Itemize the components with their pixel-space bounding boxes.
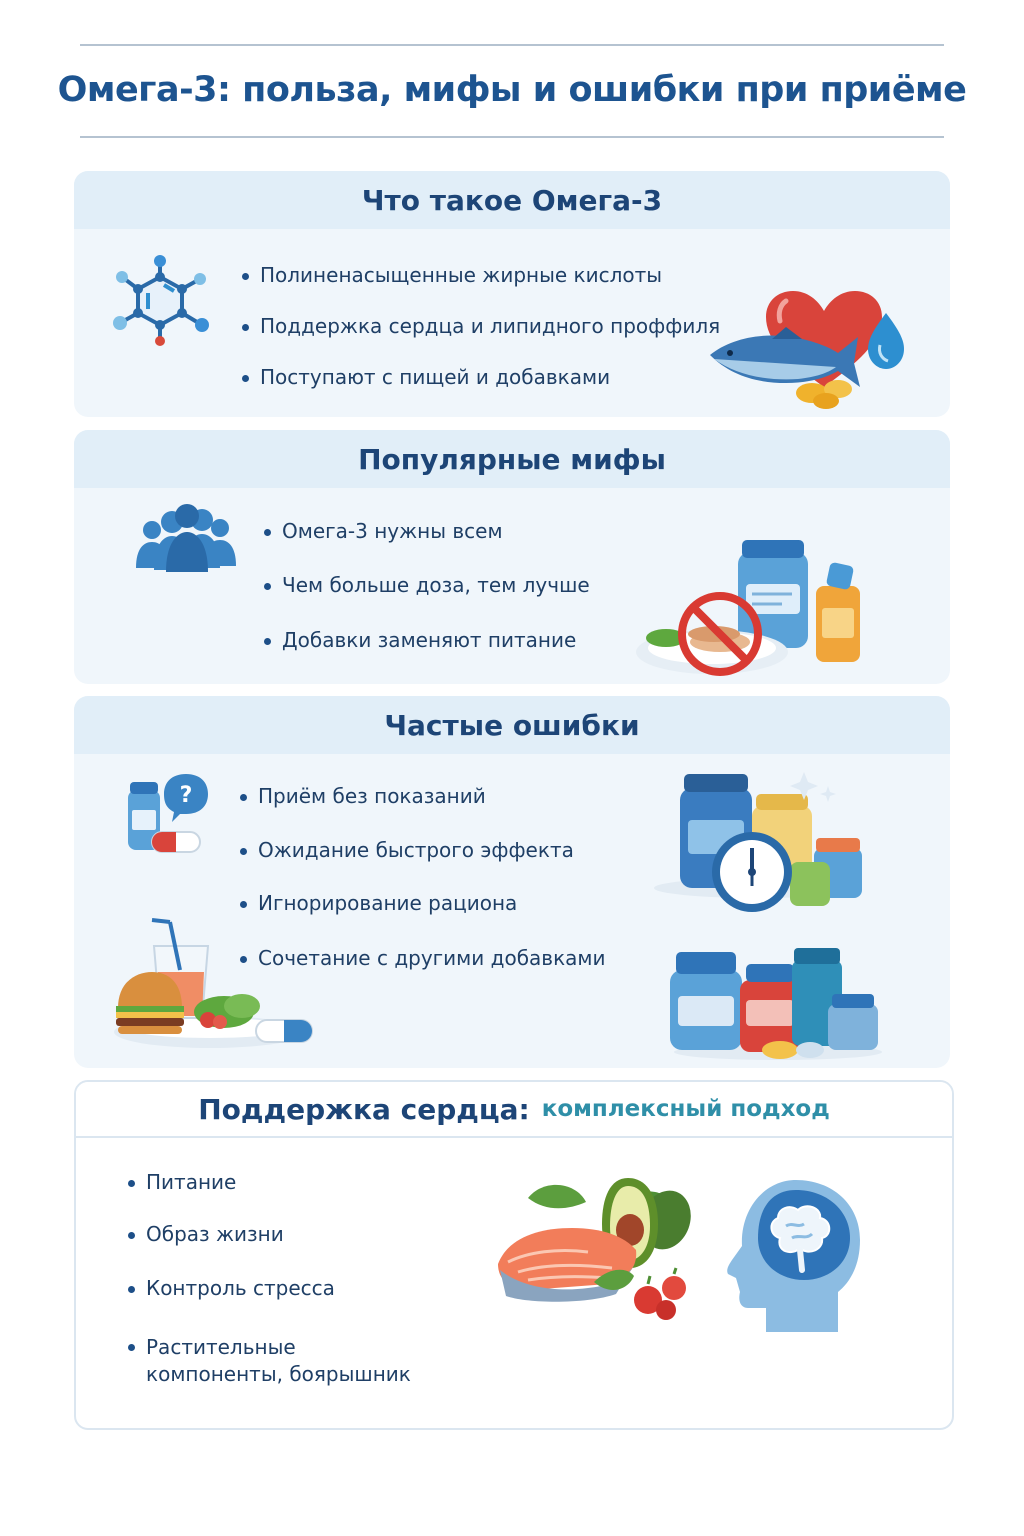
list-item: Чем больше доза, тем лучше <box>264 573 590 597</box>
list-item: Добавки заменяют питание <box>264 628 576 652</box>
list-item: Контроль стресса <box>128 1276 335 1300</box>
molecule-icon <box>108 255 218 355</box>
no-food-supplements-icon <box>636 538 876 682</box>
section-common-mistakes <box>74 696 950 1068</box>
list-item: Питание <box>128 1170 236 1194</box>
people-group-icon <box>136 502 240 572</box>
section-popular-myths <box>74 430 950 684</box>
section-heading: Что такое Омега-3 <box>74 171 950 229</box>
list-item: Образ жизни <box>128 1222 284 1246</box>
top-rule <box>80 44 944 46</box>
list-item: Растительные компоненты, боярышник <box>128 1334 436 1388</box>
supplements-clock-icon <box>654 768 868 920</box>
section-heading: Поддержка сердца: <box>198 1092 530 1126</box>
pill-question-icon <box>124 770 208 860</box>
list-item: Поступают с пищей и добавками <box>242 365 610 389</box>
list-item: Ожидание быстрого эффекта <box>240 838 574 862</box>
fast-food-icon <box>110 916 316 1050</box>
section-heading: Частые ошибки <box>74 696 950 754</box>
title-rule <box>80 136 944 138</box>
page-title: Омега-3: польза, мифы и ошибки при приёме <box>57 70 967 110</box>
list-item: Сочетание с другими добавками <box>240 946 606 970</box>
salmon-avocado-icon <box>498 1172 702 1336</box>
list-item: Полиненасыщенные жирные кислоты <box>242 263 662 287</box>
list-item: Приём без показаний <box>240 784 486 808</box>
list-item: Игнорирование рациона <box>240 891 517 915</box>
section-heading-row <box>76 1082 952 1138</box>
section-subheading: комплексный подход <box>541 1096 830 1122</box>
svg-text:?: ? <box>179 783 193 808</box>
heart-fish-drop-icon <box>706 283 912 409</box>
list-item: Поддержка сердца и липидного проффиля <box>242 314 720 338</box>
list-item: Омега-3 нужны всем <box>264 519 503 543</box>
section-heart-support <box>74 1080 954 1430</box>
supplement-bottles-icon <box>670 946 884 1066</box>
section-what-is-omega3 <box>74 171 950 417</box>
section-heading: Популярные мифы <box>74 430 950 488</box>
head-brain-icon <box>726 1176 866 1336</box>
